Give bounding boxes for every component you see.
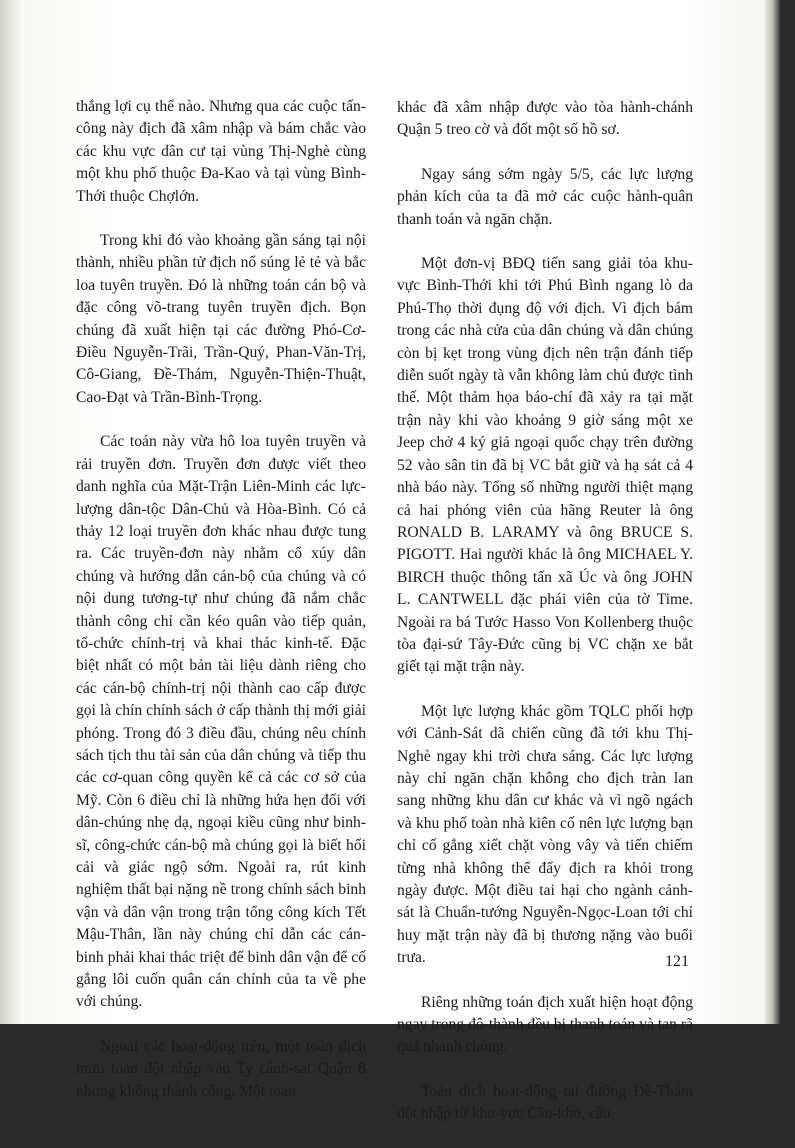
left-text-column [76, 96, 366, 1125]
paragraph: Trong khi đó vào khoảng gần sáng tại nội thành, nhiều phần tử địch nổ súng lẻ tẻ và bắc loa tuyên truyền. Đó là những toán cán bộ và đặc công võ-trang tuyên truyền địch. Bọn chúng đã xuất hiện tại các đường Phó-Cơ-Điều Nguyễn-Trãi, Trần-Quý, Phan-Văn-Trị, Cô-Giang, Đề-Thám, Nguyễn-Thiện-Thuật, Cao-Đạt và Trần-Bình-Trọng. [76, 232, 366, 406]
right-text-column [397, 97, 693, 1148]
paragraph: khác đã xâm nhập được vào tòa hành-chánh Quận 5 treo cờ và đốt một số hồ sơ. [397, 99, 693, 139]
page-gutter-shadow [0, 0, 22, 1024]
paragraph: Ngoài các hoạt-động trên, một toán địch mưu toan đột nhập vào Ty cảnh-sát Quận 8 nhưng không thành công. Một toán [76, 1037, 366, 1100]
page-edge-shadow [765, 0, 780, 1024]
page-number: 121 [665, 953, 689, 970]
paragraph: Riêng những toán địch xuất hiện hoạt động ngay trong đô-thành đều bị thanh toán và tan rã quá nhanh chóng. [397, 993, 693, 1056]
paragraph: Một đơn-vị BĐQ tiến sang giải tỏa khu-vực Bình-Thới khi tới Phú Bình ngang lò da Phú-Thọ thời đụng độ với địch. Vì địch bám trong các nhà cửa của dân chúng và dân chúng còn bị kẹt trong vùng địch nên trận đánh tiếp diễn suốt ngày tà vẫn không làm chủ được tình thế. Một thảm họa báo-chí đã xảy ra tại mặt trận này khi vào khoảng 9 giờ sáng một xe Jeep chở 4 ký giả ngoại quốc chạy trên đường 52 vào sân tin đã bị VC bắt giữ và hạ sát cả 4 nhà báo này. Tổng số những người thiệt mạng cả hai phóng viên của hãng Reuter là ông RONALD B. LARAMY và ông BRUCE S. PIGOTT. Hai người khác là ông MICHAEL Y. BIRCH thuộc thông tấn xã Úc và ông JOHN L. CANTWELL đặc phái viên của tờ Time. Ngoài ra bá Tước Hasso Von Kollenberg thuộc tòa đại-sứ Tây-Đức cũng bị VC chặn xe bắt giết tại mặt trận này. [397, 255, 693, 676]
paragraph: Ngay sáng sớm ngày 5/5, các lực lượng phản kích của ta đã mở các cuộc hành-quân thanh toán và ngăn chặn. [397, 165, 693, 228]
paragraph: thắng lợi cụ thể nào. Nhưng qua các cuộc tấn-công này địch đã xâm nhập và bám chắc vào các khu vực dân cư tại vùng Thị-Nghè cùng một khu phố thuộc Đa-Kao và tại vùng Bình-Thới thuộc Chợlớn. [76, 98, 366, 205]
paragraph: Toán địch hoạt-động tại đường Đề-Thám đột nhập từ khu-vực Cầu-kho, cầu [397, 1082, 693, 1123]
paragraph: Một lực lượng khác gồm TQLC phối hợp với Cảnh-Sát dã chiến cũng đã tới khu Thị-Nghè ngay khi trời chưa sáng. Các lực lượng này chỉ ngăn chặn không cho địch tràn lan sang những khu dân cư khác và vì ngõ ngách và khu phố toàn nhà kiên cố nên lực lượng bạn chỉ cố gắng xiết chặt vòng vây và tiến chiếm từng nhà không thể đẩy địch ra khỏi trong ngày được. Một điều tai hại cho ngành cảnh-sát là Chuẩn-tướng Nguyễn-Ngọc-Loan tới chỉ huy mặt trận này đã bị thương nặng vào buổi trưa. [397, 702, 693, 967]
paragraph: Các toán này vừa hô loa tuyên truyền và rải truyền đơn. Truyền đơn được viết theo danh nghĩa của Mặt-Trận Liên-Minh các lực-lượng dân-tộc Dân-Chủ và Hòa-Bình. Có cả thảy 12 loại truyền đơn khác nhau được tung ra. Các truyền-đơn này nhằm cổ xúy dân chúng và hướng dẫn cán-bộ của chúng và có nội dung tương-tự như chúng đã nắm chắc thành công chỉ cần kéo quân vào tiếp quản, tổ-chức chính-trị và khai thác kinh-tế. Đặc biệt nhất có một bản tài liệu dành riêng cho các cán-bộ chính-trị nội thành cao cấp được gọi là chín chính sách ở cấp thành thị mới giải phóng. Trong đó 3 điều đầu, chúng nêu chính sách tịch thu tài sản của dân chúng và tiếp thu các cơ-quan công quyền kể cả các cơ sở của Mỹ. Còn 6 điều chỉ là những hứa hẹn đối với dân-chúng nhẹ dạ, ngoại kiều cũng như binh-sĩ, công-chức cán-bộ mà chúng gọi là biết hối cải và giác ngộ sớm. Ngoài ra, rút kinh nghiệm thất bại nặng nề trong chính sách binh vận và dân vận trong trận tổng công kích Tết Mậu-Thân, lần này chúng chỉ dẫn các cán-binh phải khai thác triệt để binh dân vận để cố gắng lôi cuốn quân cán chính của ta về phe với chúng. [76, 433, 366, 1011]
